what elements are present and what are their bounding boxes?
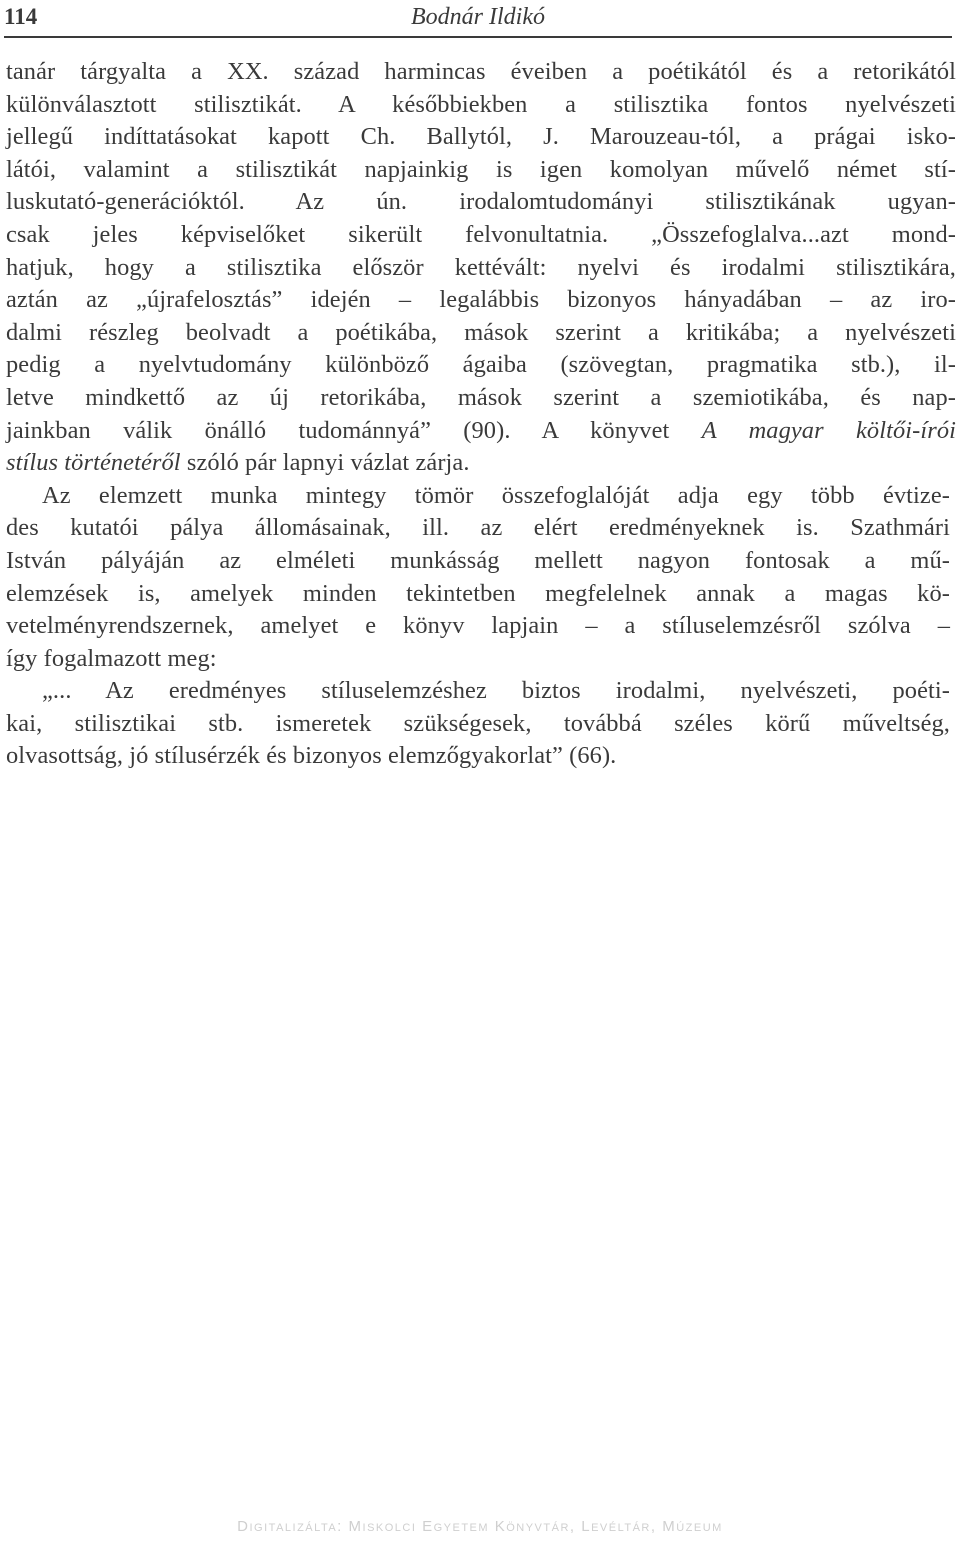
text-line xyxy=(6,447,950,480)
book-title-italic: A magyar költői-írói xyxy=(701,416,956,444)
text-line: „... Az eredményes stíluselemzéshez biztos irodalmi, nyelvészeti, poéti- xyxy=(42,677,950,705)
text-line: vetelményrendszernek, amelyet e könyv lapjain – a stíluselemzésről szólva – xyxy=(6,612,950,640)
page-header xyxy=(4,4,952,38)
text-line: olvasottság, jó stílusérzék és bizonyos elemzőgyakorlat” (66). xyxy=(6,742,617,770)
text-line: letve mindkettő az új retorikába, mások szerint a szemiotikába, és nap- xyxy=(6,383,956,411)
text-line: Az elemzett munka mintegy tömör összefoglalóját adja egy több évtize- xyxy=(42,481,950,509)
text-line: látói, valamint a stilisztikát napjainkig is igen komolyan művelő német stí- xyxy=(6,155,956,183)
paragraph-3-quote xyxy=(6,675,950,773)
paragraph-1 xyxy=(6,56,956,480)
text-line: jellegű indíttatásokat kapott Ch. Ballytól, J. Marouzeau-tól, a prágai isko- xyxy=(6,123,956,151)
text-line: tanár tárgyalta a XX. század harmincas éveiben a poétikától és a retorikától xyxy=(6,58,956,85)
text-line: István pályáján az elméleti munkásság mellett nagyon fontosak a mű- xyxy=(6,546,950,574)
text-line: így fogalmazott meg: xyxy=(6,644,217,672)
text-segment: jainkban válik önálló tudománnyá” (90). A könyvet xyxy=(6,416,670,444)
text-line: des kutatói pálya állomásainak, ill. az elért eredményeknek is. Szathmári xyxy=(6,514,950,542)
running-head: Bodnár Ildikó xyxy=(411,4,545,30)
text-line: elemzések is, amelyek minden tekintetben megfelelnek annak a magas kö- xyxy=(6,579,950,607)
book-title-italic: stílus történetéről xyxy=(6,449,181,477)
text-line: hatjuk, hogy a stilisztika először kettévált: nyelvi és irodalmi stilisztikára, xyxy=(6,253,956,281)
text-line: dalmi részleg beolvadt a poétikába, mások szerint a kritikába; a nyelvészeti xyxy=(6,318,956,346)
text-segment: szóló pár lapnyi vázlat zárja. xyxy=(186,449,470,477)
digitization-footer: Digitalizálta: Miskolci Egyetem Könyvtár, Levéltár, Múzeum xyxy=(237,1518,723,1535)
page-number: 114 xyxy=(4,4,38,29)
text-line: csak jeles képviselőket sikerült felvonultatnia. „Összefoglalva...azt mond- xyxy=(6,220,956,248)
body-text xyxy=(6,56,956,773)
text-line: kai, stilisztikai stb. ismeretek szükségesek, továbbá széles körű műveltség, xyxy=(6,709,950,737)
text-line: luskutató-generációktól. Az ún. irodalomtudományi stilisztikának ugyan- xyxy=(6,188,956,216)
text-line: különválasztott stilisztikát. A későbbiekben a stilisztika fontos nyelvészeti xyxy=(6,90,956,118)
paragraph-2 xyxy=(6,480,950,676)
text-line: pedig a nyelvtudomány különböző ágaiba (szövegtan, pragmatika stb.), il- xyxy=(6,351,956,379)
text-line: aztán az „újrafelosztás” idején – legalábbis bizonyos hányadában – az iro- xyxy=(6,286,956,314)
text-line xyxy=(6,415,956,448)
